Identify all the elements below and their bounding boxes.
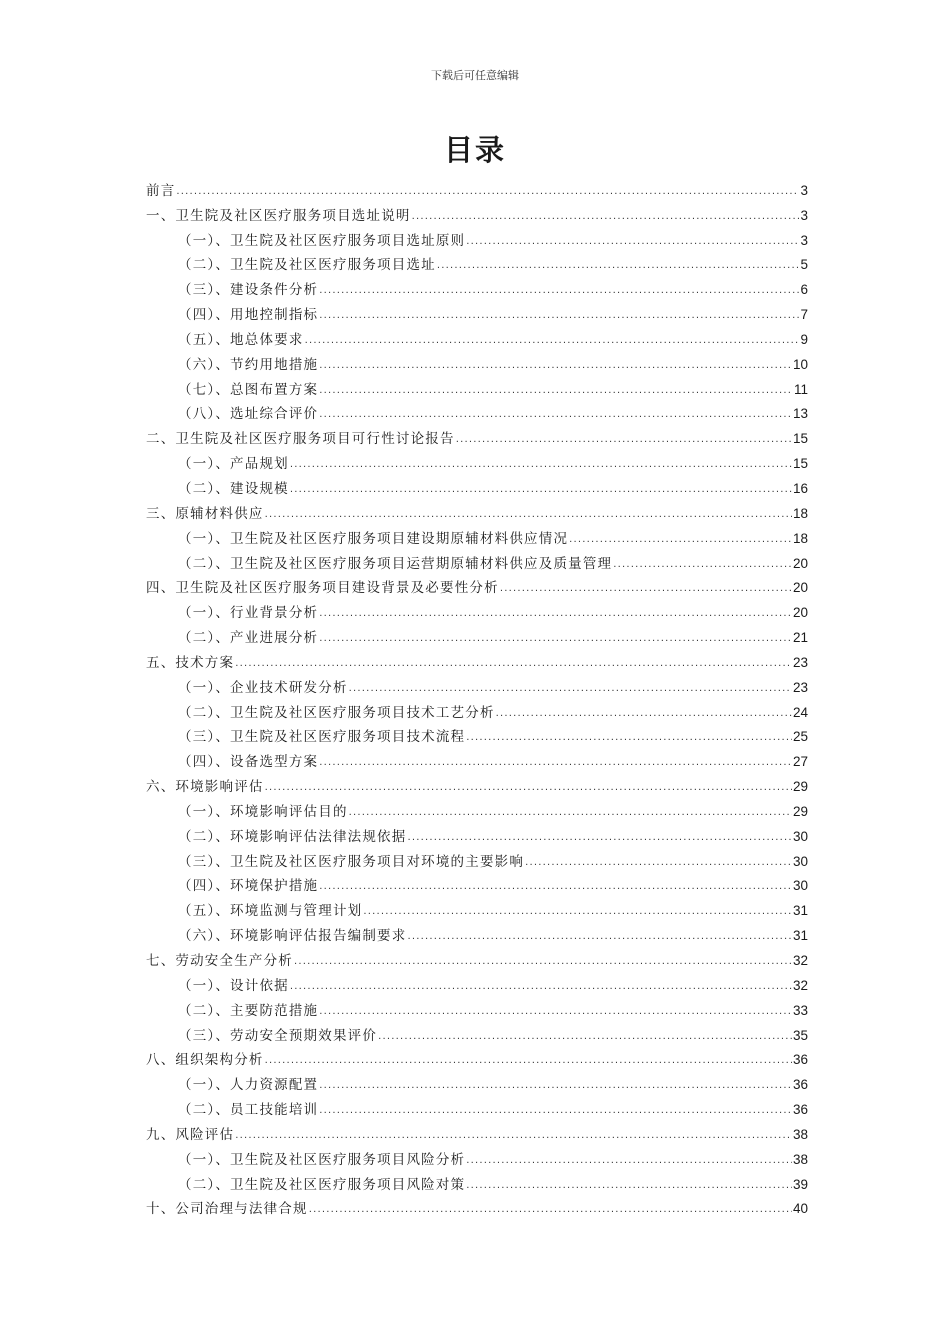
- toc-leader-dots: [319, 755, 792, 771]
- toc-leader-dots: [319, 1004, 792, 1020]
- toc-leader-dots: [319, 308, 799, 324]
- toc-entry[interactable]: [146, 970, 808, 995]
- toc-entry-page-number: 23: [792, 654, 808, 670]
- toc-entry-label: （五）、环境监测与管理计划: [178, 903, 363, 920]
- toc-entry-page-number: 36: [792, 1077, 808, 1093]
- toc-entry-page-number: 32: [792, 977, 808, 993]
- toc-leader-dots: [349, 681, 792, 697]
- toc-entry[interactable]: [146, 374, 808, 399]
- toc-entry-label: 三、原辅材料供应: [146, 505, 264, 522]
- toc-leader-dots: [176, 184, 799, 200]
- toc-entry-page-number: 6: [800, 282, 808, 298]
- toc-entry[interactable]: [146, 200, 808, 225]
- toc-entry[interactable]: [146, 1169, 808, 1194]
- toc-entry-page-number: 18: [792, 530, 808, 546]
- toc-entry-page-number: 24: [792, 704, 808, 720]
- toc-entry-label: （一）、环境影响评估目的: [178, 803, 348, 820]
- toc-entry-page-number: 15: [792, 431, 808, 447]
- toc-entry-page-number: 40: [792, 1201, 808, 1217]
- toc-leader-dots: [265, 1053, 792, 1069]
- toc-entry[interactable]: [146, 399, 808, 424]
- header-note: 下载后可任意编辑: [431, 69, 519, 82]
- toc-entry[interactable]: [146, 895, 808, 920]
- toc-entry[interactable]: [146, 349, 808, 374]
- toc-entry-label: （一）、卫生院及社区医疗服务项目风险分析: [178, 1151, 466, 1168]
- toc-entry-page-number: 38: [792, 1126, 808, 1142]
- toc-entry-page-number: 3: [800, 182, 808, 198]
- toc-leader-dots: [466, 1153, 792, 1169]
- toc-entry-label: （一）、卫生院及社区医疗服务项目建设期原辅材料供应情况: [178, 530, 569, 547]
- toc-entry-label: （二）、卫生院及社区医疗服务项目风险对策: [178, 1176, 466, 1193]
- toc-leader-dots: [412, 209, 800, 225]
- toc-entry-page-number: 38: [792, 1151, 808, 1167]
- toc-leader-dots: [319, 407, 792, 423]
- toc-leader-dots: [235, 1128, 792, 1144]
- toc-entry[interactable]: [146, 821, 808, 846]
- toc-entry-label: （三）、卫生院及社区医疗服务项目技术流程: [178, 729, 466, 746]
- toc-entry-label: （一）、人力资源配置: [178, 1077, 319, 1094]
- toc-entry-page-number: 18: [792, 505, 808, 521]
- toc-entry-page-number: 11: [793, 381, 808, 397]
- toc-entry-page-number: 7: [800, 307, 808, 323]
- toc-entry[interactable]: [146, 250, 808, 275]
- toc-entry[interactable]: [146, 175, 808, 200]
- toc-entry[interactable]: [146, 597, 808, 622]
- toc-entry-page-number: 36: [792, 1052, 808, 1068]
- toc-entry-page-number: 30: [792, 853, 808, 869]
- toc-leader-dots: [363, 904, 792, 920]
- toc-entry[interactable]: [146, 1069, 808, 1094]
- toc-entry-page-number: 5: [800, 257, 808, 273]
- toc-entry[interactable]: [146, 324, 808, 349]
- toc-entry-page-number: 30: [792, 828, 808, 844]
- toc-entry[interactable]: [146, 920, 808, 945]
- toc-entry-label: （二）、环境影响评估法律法规依据: [178, 828, 407, 845]
- toc-leader-dots: [569, 532, 792, 548]
- toc-entry[interactable]: [146, 697, 808, 722]
- toc-entry-label: 七、劳动安全生产分析: [146, 953, 293, 969]
- toc-entry[interactable]: [146, 423, 808, 448]
- toc-entry-page-number: 25: [792, 729, 808, 745]
- toc-entry-label: 八、组织架构分析: [146, 1052, 264, 1069]
- toc-entry[interactable]: [146, 225, 808, 250]
- toc-entry[interactable]: [146, 622, 808, 647]
- toc-entry[interactable]: [146, 473, 808, 498]
- toc-entry-page-number: 15: [792, 456, 808, 472]
- toc-leader-dots: [309, 1202, 792, 1218]
- toc-entry-page-number: 9: [800, 331, 808, 347]
- toc-entry-label: （一）、产品规划: [178, 456, 289, 473]
- toc-entry-page-number: 39: [792, 1176, 808, 1192]
- toc-leader-dots: [378, 1029, 792, 1045]
- toc-entry-label: （二）、建设规模: [178, 480, 289, 497]
- toc-leader-dots: [349, 805, 792, 821]
- toc-entry[interactable]: [146, 498, 808, 523]
- toc-entry-label: 四、卫生院及社区医疗服务项目建设背景及必要性分析: [146, 580, 499, 597]
- toc-entry[interactable]: [146, 523, 808, 548]
- toc-leader-dots: [265, 507, 792, 523]
- toc-leader-dots: [294, 954, 792, 970]
- page-title: 目录: [443, 133, 506, 167]
- toc-entry-label: （二）、卫生院及社区医疗服务项目运营期原辅材料供应及质量管理: [178, 555, 613, 572]
- toc-leader-dots: [265, 780, 792, 796]
- toc-entry-label: 十、公司治理与法律合规: [146, 1201, 308, 1218]
- toc-leader-dots: [290, 457, 792, 473]
- toc-leader-dots: [466, 1178, 792, 1194]
- toc-leader-dots: [319, 879, 792, 895]
- toc-entry-label: （二）、员工技能培训: [178, 1102, 319, 1119]
- toc-entry-label: （六）、环境影响评估报告编制要求: [178, 928, 407, 945]
- toc-leader-dots: [407, 929, 792, 945]
- toc-entry[interactable]: [146, 274, 808, 299]
- toc-entry-page-number: 16: [792, 480, 808, 496]
- toc-leader-dots: [466, 730, 792, 746]
- toc-entry-page-number: 20: [792, 605, 808, 621]
- toc-leader-dots: [407, 830, 792, 846]
- toc-entry-page-number: 10: [792, 356, 808, 372]
- toc-leader-dots: [290, 482, 792, 498]
- toc-leader-dots: [466, 234, 799, 250]
- toc-entry[interactable]: [146, 722, 808, 747]
- toc-entry-label: （一）、卫生院及社区医疗服务项目选址原则: [178, 232, 466, 249]
- toc-entry-label: 一、卫生院及社区医疗服务项目选址说明: [146, 207, 411, 224]
- toc-entry-label: 五、技术方案: [146, 654, 235, 671]
- toc-leader-dots: [319, 1103, 792, 1119]
- table-of-contents: [146, 175, 808, 1218]
- toc-entry-label: 前言: [146, 182, 176, 199]
- toc-leader-dots: [290, 979, 792, 995]
- toc-entry-page-number: 31: [792, 903, 808, 919]
- toc-entry-page-number: 3: [800, 232, 808, 248]
- toc-entry-page-number: 36: [792, 1102, 808, 1118]
- toc-entry[interactable]: [146, 548, 808, 573]
- toc-entry-page-number: 20: [792, 580, 808, 596]
- toc-leader-dots: [319, 383, 793, 399]
- toc-leader-dots: [613, 557, 792, 573]
- toc-entry[interactable]: [146, 1144, 808, 1169]
- toc-entry-label: （八）、选址综合评价: [178, 406, 319, 423]
- toc-entry-label: 六、环境影响评估: [146, 779, 264, 796]
- toc-entry-page-number: 31: [792, 928, 808, 944]
- toc-entry[interactable]: [146, 448, 808, 473]
- toc-entry[interactable]: [146, 796, 808, 821]
- toc-entry[interactable]: [146, 573, 808, 598]
- toc-entry[interactable]: [146, 1045, 808, 1070]
- toc-leader-dots: [235, 656, 792, 672]
- toc-entry-label: （三）、建设条件分析: [178, 282, 319, 299]
- toc-entry-page-number: 35: [792, 1027, 808, 1043]
- toc-entry-label: （四）、设备选型方案: [178, 754, 319, 771]
- toc-entry-page-number: 30: [792, 878, 808, 894]
- toc-entry-page-number: 20: [792, 555, 808, 571]
- toc-entry[interactable]: [146, 647, 808, 672]
- toc-entry-page-number: 21: [792, 630, 808, 646]
- toc-leader-dots: [305, 333, 800, 349]
- toc-entry-label: （六）、节约用地措施: [178, 356, 319, 373]
- toc-leader-dots: [496, 706, 792, 722]
- toc-entry-label: （四）、环境保护措施: [178, 878, 319, 895]
- toc-leader-dots: [319, 283, 799, 299]
- toc-entry[interactable]: [146, 746, 808, 771]
- toc-entry-label: （一）、企业技术研发分析: [178, 679, 348, 696]
- toc-entry-label: （四）、用地控制指标: [178, 307, 319, 324]
- toc-entry-label: （五）、地总体要求: [178, 331, 304, 348]
- toc-leader-dots: [500, 581, 792, 597]
- toc-leader-dots: [319, 606, 792, 622]
- toc-entry-label: （二）、卫生院及社区医疗服务项目选址: [178, 257, 436, 274]
- toc-entry-label: （二）、卫生院及社区医疗服务项目技术工艺分析: [178, 704, 495, 721]
- toc-entry[interactable]: [146, 299, 808, 324]
- toc-entry[interactable]: [146, 846, 808, 871]
- toc-entry-label: （三）、卫生院及社区医疗服务项目对环境的主要影响: [178, 853, 525, 870]
- toc-entry-label: （二）、主要防范措施: [178, 1002, 319, 1019]
- toc-entry-page-number: 13: [792, 406, 808, 422]
- toc-entry-label: （三）、劳动安全预期效果评价: [178, 1027, 378, 1044]
- toc-entry[interactable]: [146, 1094, 808, 1119]
- toc-entry[interactable]: [146, 1119, 808, 1144]
- toc-entry-page-number: 29: [792, 779, 808, 795]
- toc-leader-dots: [456, 432, 792, 448]
- toc-entry-label: （一）、行业背景分析: [178, 605, 319, 622]
- toc-entry-page-number: 3: [800, 207, 808, 223]
- toc-entry-label: 九、风险评估: [146, 1126, 235, 1143]
- toc-entry-label: （一）、设计依据: [178, 977, 289, 994]
- toc-entry-page-number: 33: [792, 1002, 808, 1018]
- toc-entry[interactable]: [146, 871, 808, 896]
- toc-entry-page-number: 23: [792, 679, 808, 695]
- toc-entry-label: （二）、产业进展分析: [178, 630, 319, 647]
- toc-entry[interactable]: [146, 1020, 808, 1045]
- toc-leader-dots: [319, 1078, 792, 1094]
- toc-entry[interactable]: [146, 995, 808, 1020]
- toc-leader-dots: [319, 631, 792, 647]
- toc-entry-page-number: 27: [792, 754, 808, 770]
- toc-entry[interactable]: [146, 945, 808, 970]
- toc-entry-label: （七）、总图布置方案: [178, 381, 319, 398]
- toc-entry-page-number: 29: [792, 803, 808, 819]
- toc-leader-dots: [319, 358, 792, 374]
- toc-entry[interactable]: [146, 771, 808, 796]
- toc-entry-page-number: 32: [792, 953, 808, 968]
- toc-leader-dots: [437, 258, 800, 274]
- toc-entry-label: 二、卫生院及社区医疗服务项目可行性讨论报告: [146, 431, 455, 448]
- toc-entry[interactable]: [146, 1194, 808, 1219]
- toc-entry[interactable]: [146, 672, 808, 697]
- toc-leader-dots: [525, 855, 792, 871]
